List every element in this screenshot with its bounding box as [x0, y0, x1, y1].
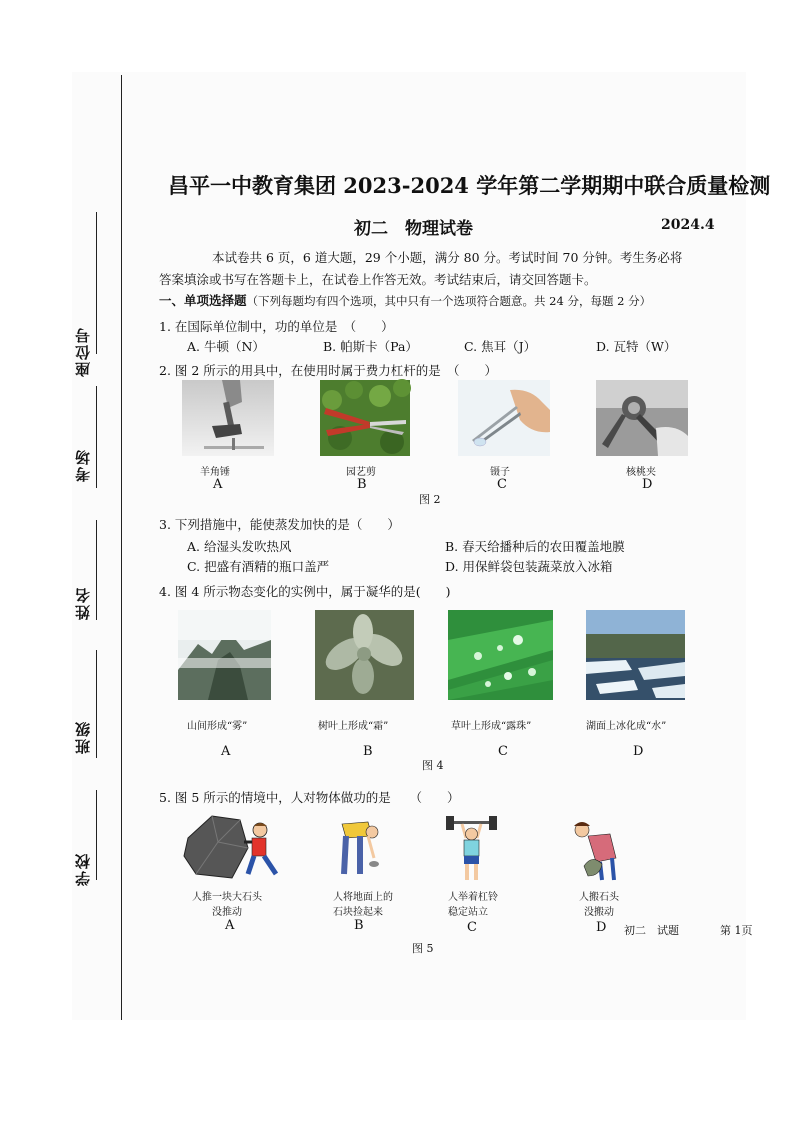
exam-date: 2024.4: [661, 217, 715, 233]
q5-caption-d-line2: 没搬动: [584, 907, 614, 918]
q1-option-b: B. 帕斯卡（Pa）: [323, 339, 418, 354]
q3-option-b: B. 春天给播种后的农田覆盖地膜: [445, 539, 625, 554]
section-1-heading: [159, 291, 651, 309]
q1-option-d: D. 瓦特（W）: [596, 339, 677, 354]
q4-caption-d: 湖面上冰化成“水”: [586, 721, 667, 732]
q5-letter-b: B: [354, 918, 364, 933]
q5-caption-b-line1: 人将地面上的: [333, 892, 393, 903]
name-underline: [96, 520, 97, 620]
footer-label: 初二 试题: [624, 924, 679, 937]
q3-option-a: A. 给湿头发吹热风: [187, 539, 292, 554]
exam-subtitle: 初二 物理试卷: [354, 219, 473, 239]
q4-caption-b: 树叶上形成“霜”: [318, 721, 389, 732]
q1-option-a: A. 牛顿（N）: [187, 339, 265, 354]
q4-stem: 4. 图 4 所示物态变化的实例中，属于凝华的是( ): [159, 584, 451, 599]
q2-stem: 2. 图 2 所示的用具中，在使用时属于费力杠杆的是 （ ）: [159, 363, 498, 378]
room-label: 考场: [74, 448, 92, 482]
garden-shears-image: [320, 380, 410, 456]
intro-line-2: 答案填涂或书写在答题卡上，在试卷上作答无效。考试结束后，请交回答题卡。: [159, 272, 597, 287]
intro-line-1: 本试卷共 6 页，6 道大题，29 个小题，满分 80 分。考试时间 70 分钟。考生务必将: [212, 250, 683, 265]
melting-ice-lake-image: [586, 610, 685, 700]
q5-caption-a-line1: 人推一块大石头: [192, 892, 262, 903]
lift-rock-illustration: [566, 818, 626, 884]
q5-caption-a-line2: 没推动: [212, 907, 242, 918]
q1-option-c: C. 焦耳（J）: [464, 339, 537, 354]
q3-stem: 3. 下列措施中，能使蒸发加快的是（ ）: [159, 517, 400, 532]
section-1-title: 一、单项选择题: [159, 293, 247, 308]
binding-line: [121, 75, 122, 1020]
seat-underline: [96, 212, 97, 354]
name-label: 姓名: [74, 586, 92, 620]
school-underline: [96, 790, 97, 880]
q2-caption-b: 园艺剪: [346, 467, 376, 478]
q2-caption-c: 镊子: [490, 467, 510, 478]
room-underline: [96, 386, 97, 488]
q5-caption-c-line1: 人举着杠铃: [448, 892, 498, 903]
q4-caption-c: 草叶上形成“露珠”: [451, 721, 532, 732]
fog-mountain-image: [178, 610, 271, 700]
class-underline: [96, 650, 97, 758]
q2-letter-a: A: [213, 477, 223, 492]
frost-leaf-image: [315, 610, 414, 700]
nutcracker-image: [596, 380, 688, 456]
q4-letter-d: D: [633, 744, 644, 759]
q5-letter-c: C: [467, 920, 477, 935]
q5-letter-a: A: [225, 918, 235, 933]
q4-letter-c: C: [498, 744, 508, 759]
seat-label: 座位号: [74, 326, 92, 377]
class-label: 班级: [74, 720, 92, 754]
q2-caption-a: 羊角锤: [200, 467, 230, 478]
q5-caption-d-line1: 人搬石头: [579, 892, 619, 903]
q2-letter-c: C: [497, 477, 507, 492]
q5-caption-c-line2: 稳定站立: [448, 907, 488, 918]
figure-2-label: 图 2: [419, 493, 441, 506]
pick-up-stone-illustration: [334, 812, 384, 884]
figure-5-label: 图 5: [412, 942, 434, 955]
q3-option-d: D. 用保鲜袋包装蔬菜放入冰箱: [445, 559, 613, 574]
q5-caption-b-line2: 石块捡起来: [333, 907, 383, 918]
school-label: 学校: [74, 852, 92, 886]
q4-letter-a: A: [221, 744, 231, 759]
barbell-illustration: [444, 812, 499, 884]
q5-letter-d: D: [596, 920, 607, 935]
q5-stem: 5. 图 5 所示的情境中，人对物体做功的是 （ ）: [159, 790, 460, 805]
q4-letter-b: B: [363, 744, 373, 759]
hammer-image: [182, 380, 274, 456]
page-number: 第 1页: [720, 924, 753, 937]
dew-grass-image: [448, 610, 553, 700]
q2-caption-d: 核桃夹: [626, 467, 656, 478]
tweezers-image: [458, 380, 550, 456]
push-rock-illustration: [182, 812, 284, 884]
q3-option-c: C. 把盛有酒精的瓶口盖严: [187, 559, 330, 574]
q2-letter-d: D: [642, 477, 653, 492]
q1-stem: 1. 在国际单位制中，功的单位是 （ ）: [159, 319, 394, 334]
q2-letter-b: B: [357, 477, 367, 492]
section-1-note: （下列每题均有四个选项，其中只有一个选项符合题意。共 24 分，每题 2 分）: [246, 294, 652, 308]
figure-4-label: 图 4: [422, 759, 444, 772]
q4-caption-a: 山间形成“雾”: [187, 721, 248, 732]
exam-title: 昌平一中教育集团 2023-2024 学年第二学期期中联合质量检测: [168, 173, 771, 198]
